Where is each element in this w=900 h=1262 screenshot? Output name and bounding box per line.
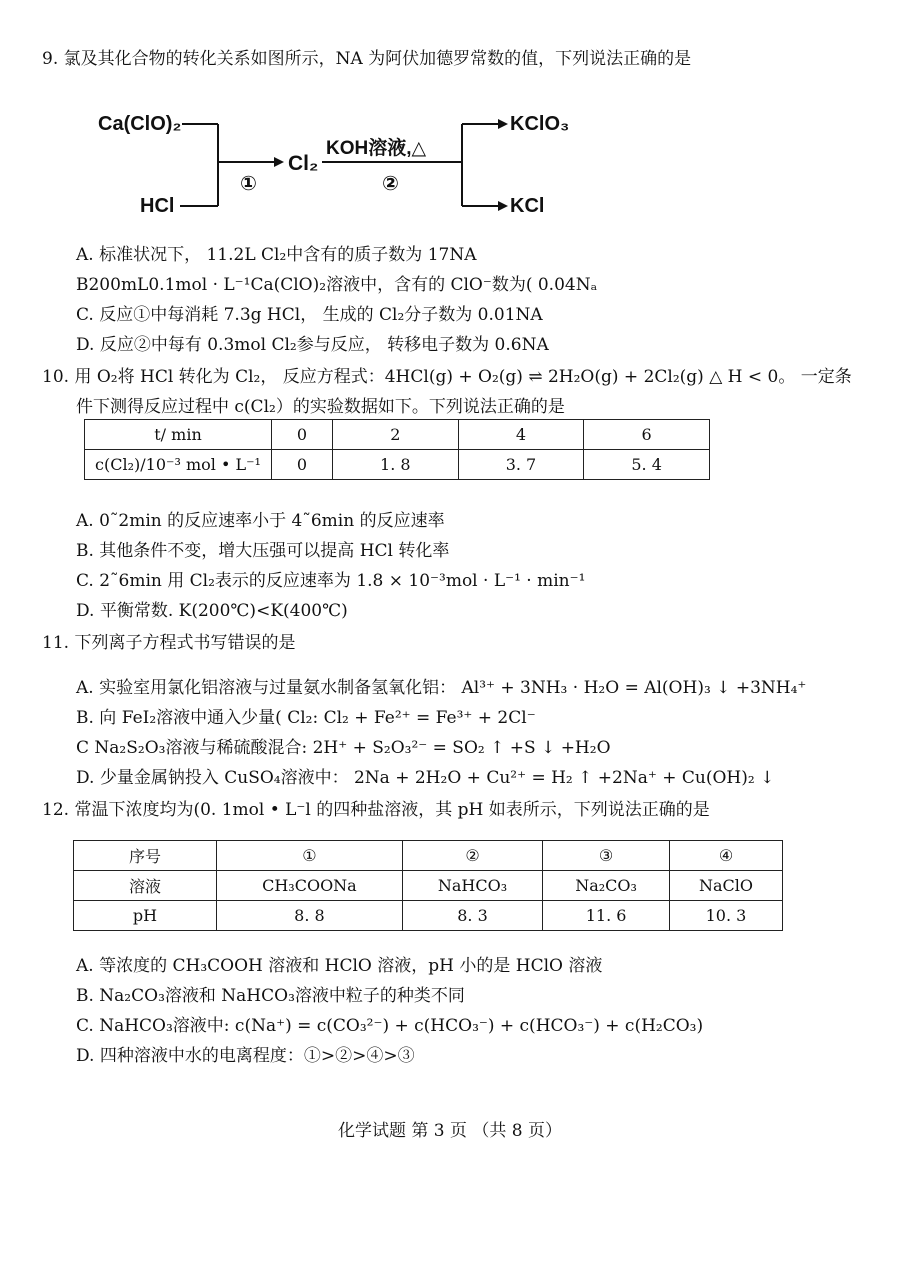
- q9-reaction-diagram: [80, 90, 600, 230]
- q12-option-d: D. 四种溶液中水的电离程度：①>②>④>③: [76, 1046, 415, 1066]
- table-cell: c(Cl₂)/10⁻³ mol • L⁻¹: [85, 450, 272, 480]
- q9-option-b: B200mL0.1mol · L⁻¹Ca(ClO)₂溶液中，含有的 ClO⁻数为( 0.04Nₐ: [76, 275, 598, 295]
- diagram-product-kcl: KCl: [510, 195, 545, 217]
- table-cell: 2: [332, 420, 458, 450]
- diagram-step-2: ②: [382, 173, 399, 195]
- table-cell: 溶液: [74, 871, 217, 901]
- q12-option-a: A. 等浓度的 CH₃COOH 溶液和 HClO 溶液，pH 小的是 HClO 溶液: [76, 956, 603, 976]
- table-cell: ④: [669, 841, 782, 871]
- table-row: [74, 871, 783, 901]
- table-cell: CH₃COONa: [217, 871, 403, 901]
- table-cell: 1. 8: [332, 450, 458, 480]
- q10-data-table: [84, 419, 710, 480]
- table-cell: 5. 4: [584, 450, 710, 480]
- table-cell: 3. 7: [458, 450, 584, 480]
- table-cell: 8. 8: [217, 901, 403, 931]
- table-cell: 11. 6: [543, 901, 670, 931]
- q11-option-a: A. 实验室用氯化铝溶液与过量氨水制备氢氧化铝： Al³⁺ + 3NH₃ · H₂O = Al(OH)₃ ↓ +3NH₄⁺: [76, 678, 807, 698]
- table-row: [85, 420, 710, 450]
- q12-option-c: C. NaHCO₃溶液中: c(Na⁺) = c(CO₃²⁻) + c(HCO₃⁻) + c(HCO₃⁻) + c(H₂CO₃): [76, 1016, 704, 1036]
- q10-option-b: B. 其他条件不变，增大压强可以提高 HCl 转化率: [76, 541, 450, 561]
- page-footer: 化学试题 第 3 页 （共 8 页）: [337, 1121, 563, 1141]
- table-row: [74, 841, 783, 871]
- table-cell: NaHCO₃: [402, 871, 542, 901]
- table-cell: 8. 3: [402, 901, 542, 931]
- table-row: [85, 450, 710, 480]
- diagram-step-1: ①: [240, 173, 257, 195]
- table-cell: 序号: [74, 841, 217, 871]
- q11-stem: 11. 下列离子方程式书写错误的是: [42, 633, 296, 653]
- q10-option-d: D. 平衡常数. K(200℃)<K(400℃): [76, 601, 348, 621]
- q10-stem-line1: 10. 用 O₂将 HCl 转化为 Cl₂， 反应方程式：4HCl(g) + O₂(g) ⇌ 2H₂O(g) + 2Cl₂(g) △ H < 0。 一定条: [42, 367, 852, 387]
- table-cell: Na₂CO₃: [543, 871, 670, 901]
- table-cell: ①: [217, 841, 403, 871]
- q9-option-c: C. 反应①中每消耗 7.3g HCl， 生成的 Cl₂分子数为 0.01NA: [76, 305, 543, 325]
- q9-stem: 9. 氯及其化合物的转化关系如图所示，NA 为阿伏加德罗常数的值，下列说法正确的是: [42, 49, 692, 69]
- table-row: [74, 901, 783, 931]
- q10-option-a: A. 0˜2min 的反应速率小于 4˜6min 的反应速率: [76, 511, 445, 531]
- q12-ph-table: [73, 840, 783, 931]
- q12-option-b: B. Na₂CO₃溶液和 NaHCO₃溶液中粒子的种类不同: [76, 986, 465, 1006]
- table-cell: 6: [584, 420, 710, 450]
- q9-option-d: D. 反应②中每有 0.3mol Cl₂参与反应， 转移电子数为 0.6NA: [76, 335, 549, 355]
- q11-option-c: C Na₂S₂O₃溶液与稀硫酸混合: 2H⁺ + S₂O₃²⁻ = SO₂ ↑ +S ↓ +H₂O: [76, 738, 611, 758]
- table-cell: 0: [272, 450, 333, 480]
- table-cell: ③: [543, 841, 670, 871]
- table-cell: pH: [74, 901, 217, 931]
- diagram-product-cl2: Cl₂: [288, 152, 319, 175]
- q9-option-a: A. 标准状况下， 11.2L Cl₂中含有的质子数为 17NA: [76, 245, 477, 265]
- diagram-product-kclo3: KClO₃: [510, 113, 570, 135]
- q11-option-b: B. 向 FeI₂溶液中通入少量( Cl₂: Cl₂ + Fe²⁺ = Fe³⁺ + 2Cl⁻: [76, 708, 536, 728]
- table-cell: 4: [458, 420, 584, 450]
- diagram-reactant-caclo2: Ca(ClO)₂: [98, 113, 182, 135]
- diagram-reagent-koh: KOH溶液,△: [326, 138, 427, 159]
- table-cell: NaClO: [669, 871, 782, 901]
- table-cell: t/ min: [85, 420, 272, 450]
- table-cell: 10. 3: [669, 901, 782, 931]
- q10-option-c: C. 2˜6min 用 Cl₂表示的反应速率为 1.8 × 10⁻³mol · L⁻¹ · min⁻¹: [76, 571, 586, 591]
- q11-option-d: D. 少量金属钠投入 CuSO₄溶液中： 2Na + 2H₂O + Cu²⁺ = H₂ ↑ +2Na⁺ + Cu(OH)₂ ↓: [76, 768, 775, 788]
- table-cell: ②: [402, 841, 542, 871]
- q10-stem-line2: 件下测得反应过程中 c(Cl₂）的实验数据如下。下列说法正确的是: [76, 397, 565, 417]
- q12-stem: 12. 常温下浓度均为(0. 1mol • L⁻l 的四种盐溶液，其 pH 如表所示，下列说法正确的是: [42, 800, 710, 820]
- table-cell: 0: [272, 420, 333, 450]
- diagram-reactant-hcl: HCl: [140, 195, 175, 217]
